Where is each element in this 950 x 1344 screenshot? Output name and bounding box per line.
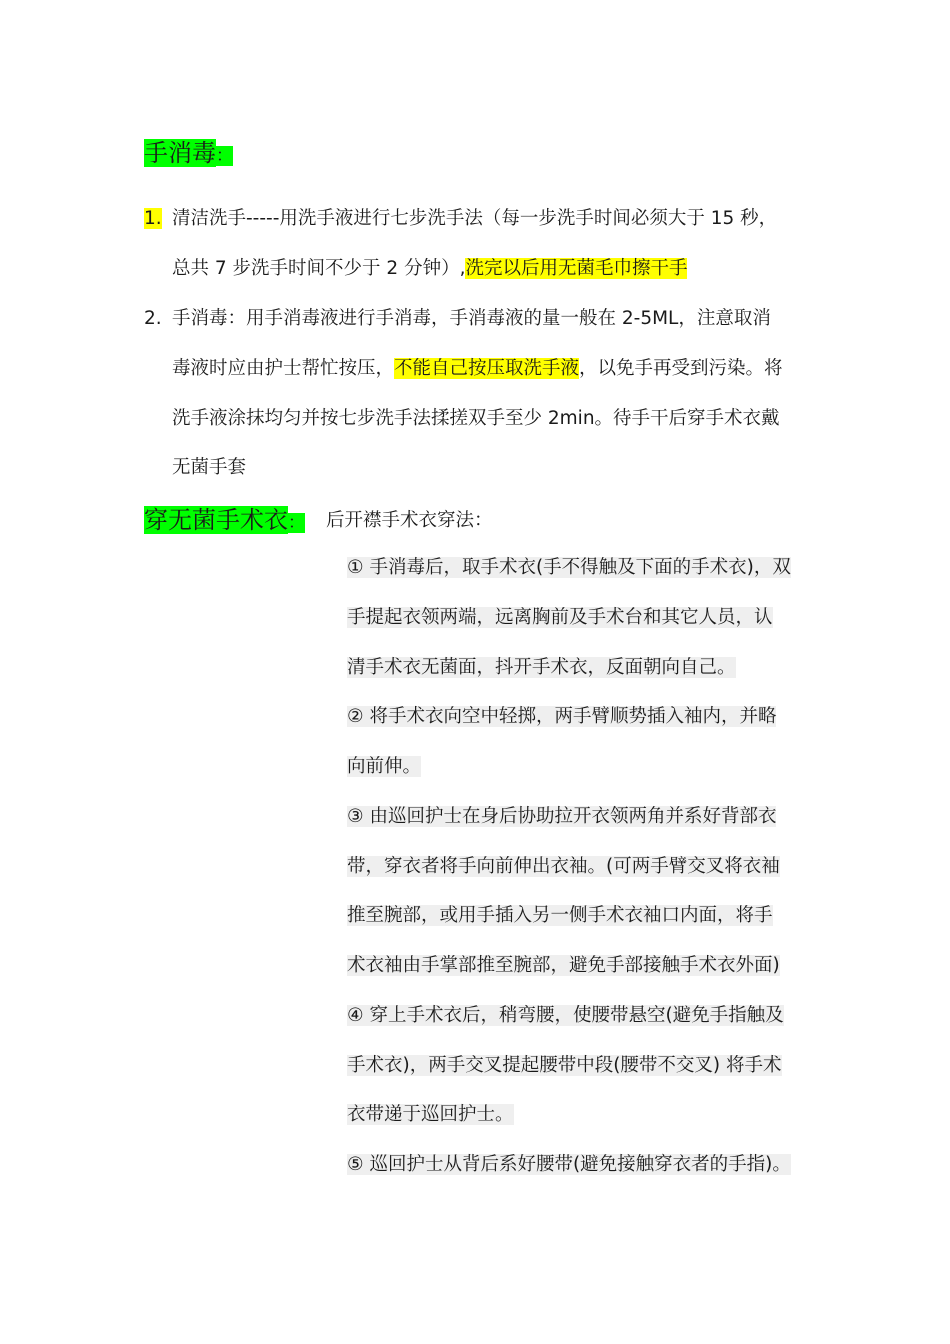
heading-text: 穿无菌手术衣 [144,506,288,534]
step-line: ④ 穿上手术衣后，稍弯腰，使腰带悬空(避免手指触及 [347,1005,784,1026]
step-line: 推至腕部，或用手插入另一侧手术衣袖口内面，将手 [347,905,773,926]
section2-subtitle: 后开襟手术衣穿法： [326,510,493,531]
list-number-2: 2. [144,308,162,329]
section-heading-sterile-gown [144,503,305,540]
item2-line4: 无菌手套 [172,457,247,478]
heading-colon: ： [288,513,305,533]
step-line: 清手术衣无菌面，抖开手术衣，反面朝向自己。 [347,657,736,678]
step-line: 向前伸。 [347,756,422,777]
item1-line2 [172,255,687,283]
item2-line2-highlight: 不能自己按压取洗手液 [394,358,580,379]
step-line: 衣带递于巡回护士。 [347,1104,514,1125]
step-line: ① 手消毒后，取手术衣(手不得触及下面的手术衣)，双 [347,557,791,578]
item1-line2-highlight: 洗完以后用无菌毛巾擦干手 [465,258,688,279]
step-line: 手提起衣领两端，远离胸前及手术台和其它人员，认 [347,607,773,628]
section-heading-hand-disinfection [144,136,233,173]
heading-text: 手消毒 [144,139,216,167]
item2-line1: 手消毒：用手消毒液进行手消毒，手消毒液的量一般在 2-5ML，注意取消 [172,308,771,329]
item2-line2 [172,355,783,383]
item2-line2-post: ，以免手再受到污染。将 [579,358,783,379]
step-line: ⑤ 巡回护士从背后系好腰带(避免接触穿衣者的手指)。 [347,1154,791,1175]
list-number-1: 1. [144,208,162,229]
item2-line2-pre: 毒液时应由护士帮忙按压， [172,358,395,379]
heading-colon: ： [216,146,233,166]
item1-line2-plain: 总共 7 步洗手时间不少于 2 分钟）, [172,258,466,279]
step-line: ② 将手术衣向空中轻掷，两手臂顺势插入袖内，并略 [347,706,777,727]
step-line: 带，穿衣者将手向前伸出衣袖。(可两手臂交叉将衣袖 [347,856,780,877]
step-line: 手术衣)，两手交叉提起腰带中段(腰带不交叉) 将手术 [347,1055,782,1076]
step-line: ③ 由巡回护士在身后协助拉开衣领两角并系好背部衣 [347,806,777,827]
item1-line1: 清洁洗手-----用洗手液进行七步洗手法（每一步洗手时间必须大于 15 秒， [172,208,778,229]
item2-line3: 洗手液涂抹均匀并按七步洗手法揉搓双手至少 2min。待手干后穿手术衣戴 [172,408,780,429]
step-line: 术衣袖由手掌部推至腕部，避免手部接触手术衣外面) [347,955,780,976]
